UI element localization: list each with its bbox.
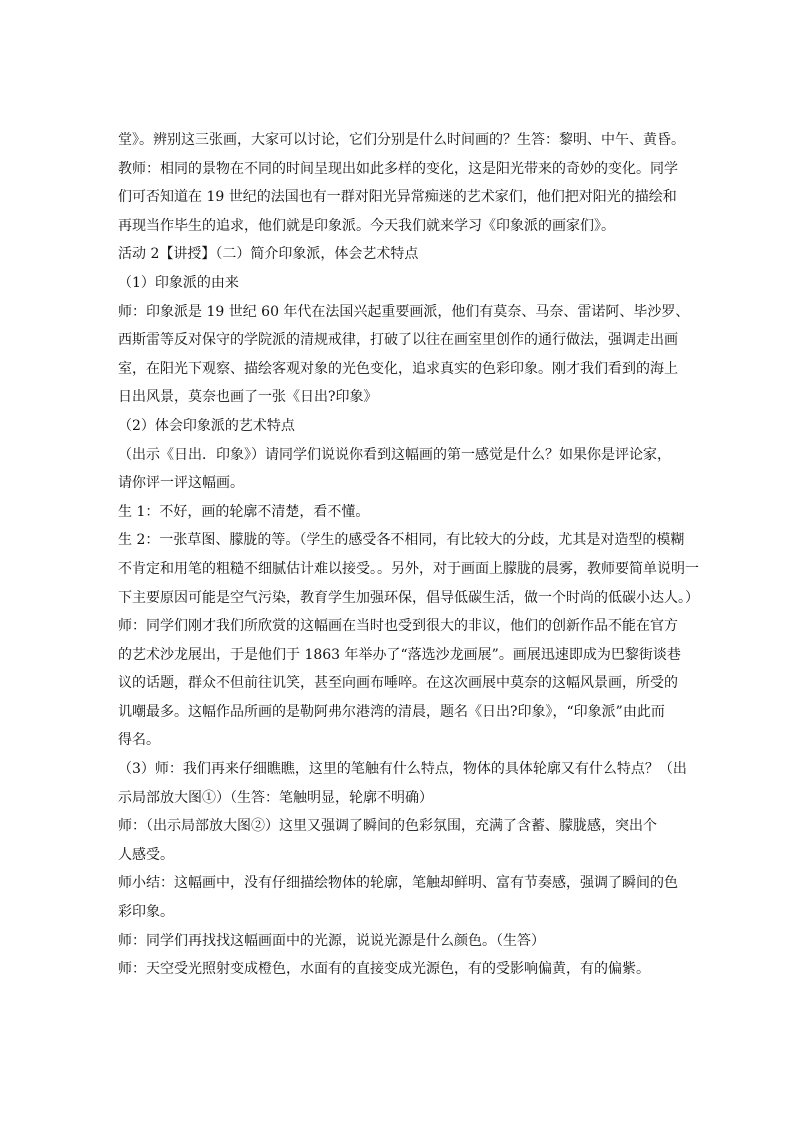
text-line: 得名。	[118, 732, 160, 749]
section-heading: （2）体会印象派的艺术特点	[118, 417, 295, 434]
text-line: 不肯定和用笔的粗糙不细腻估计难以接受。。另外，对于画面上朦胧的晨雾，教师要简单说明一	[118, 560, 699, 577]
text-line: 们可否知道在 19 世纪的法国也有一群对阳光异常痴迷的艺术家们，他们把对阳光的描绘和	[118, 189, 677, 206]
text-line: 室，在阳光下观察、描绘客观对象的光色变化，追求真实的色彩印象。刚才我们看到的海上	[118, 360, 678, 377]
text-line: 日出风景，莫奈也画了一张《日出?印象》	[118, 389, 378, 406]
text-line: 教师：相同的景物在不同的时间呈现出如此多样的变化，这是阳光带来的奇妙的变化。同学	[118, 160, 678, 177]
text-line: 请你评一评这幅画。	[118, 475, 244, 492]
text-line: 讥嘲最多。这幅作品所画的是勒阿弗尔港湾的清晨，题名《日出?印象》，“印象派”由此而	[118, 703, 665, 720]
text-line: 师：同学们刚才我们所欣赏的这幅画在当时也受到很大的非议，他们的创新作品不能在官方	[118, 618, 678, 635]
text-line: （出示《日出．印象》）请同学们说说你看到这幅画的第一感觉是什么？如果你是评论家，	[118, 446, 671, 463]
text-line: 生 1：不好，画的轮廓不清楚，看不懂。	[118, 503, 370, 520]
text-line: 议的话题，群众不但前往讥笑，甚至向画布唾啐。在这次画展中莫奈的这幅风景画，所受的	[118, 675, 678, 692]
section-heading: （1）印象派的由来	[118, 274, 239, 291]
text-line: 生 2：一张草图、朦胧的等。（学生的感受各不相同，有比较大的分歧，尤其是对造型的模糊	[118, 532, 685, 549]
text-line: 师：印象派是 19 世纪 60 年代在法国兴起重要画派，他们有莫奈、马奈、雷诺阿、毕沙罗、	[118, 303, 690, 320]
text-line: 示局部放大图①）（生答：笔触明显，轮廓不明确）	[118, 789, 433, 806]
activity-heading: 活动 2【讲授】（二）简介印象派，体会艺术特点	[118, 246, 419, 263]
text-line: 师小结：这幅画中，没有仔细描绘物体的轮廓，笔触却鲜明、富有节奏感，强调了瞬间的色	[118, 875, 678, 892]
text-line: 再现当作毕生的追求，他们就是印象派。今天我们就来学习《印象派的画家们》。	[118, 217, 615, 234]
text-line: 师：同学们再找找这幅画面中的光源，说说光源是什么颜色。（生答）	[118, 932, 545, 949]
text-line: 彩印象。	[118, 904, 174, 921]
text-line: （3）师：我们再来仔细瞧瞧，这里的笔触有什么特点，物体的具体轮廓又有什么特点？（出	[118, 761, 687, 778]
text-line: 师：（出示局部放大图②）这里又强调了瞬间的色彩氛围，充满了含蓄、朦胧感，突出个	[118, 818, 657, 835]
text-line: 下主要原因可能是空气污染，教育学生加强环保，倡导低碳生活，做一个时尚的低碳小达人。）	[118, 589, 699, 606]
text-line: 堂》。辨别这三张画，大家可以讨论，它们分别是什么时间画的？生答：黎明、中午、黄昏。	[118, 132, 685, 148]
text-line: 西斯雷等反对保守的学院派的清规戒律，打破了以往在画室里创作的通行做法，强调走出画	[118, 332, 678, 349]
document-body	[118, 126, 699, 984]
text-line: 师：天空受光照射变成橙色，水面有的直接变成光源色，有的受影响偏黄，有的偏紫。	[118, 961, 650, 978]
text-line: 人感受。	[118, 846, 174, 863]
text-line: 的艺术沙龙展出，于是他们于 1863 年举办了“落选沙龙画展”。画展迅速即成为巴黎街谈巷	[118, 646, 681, 663]
